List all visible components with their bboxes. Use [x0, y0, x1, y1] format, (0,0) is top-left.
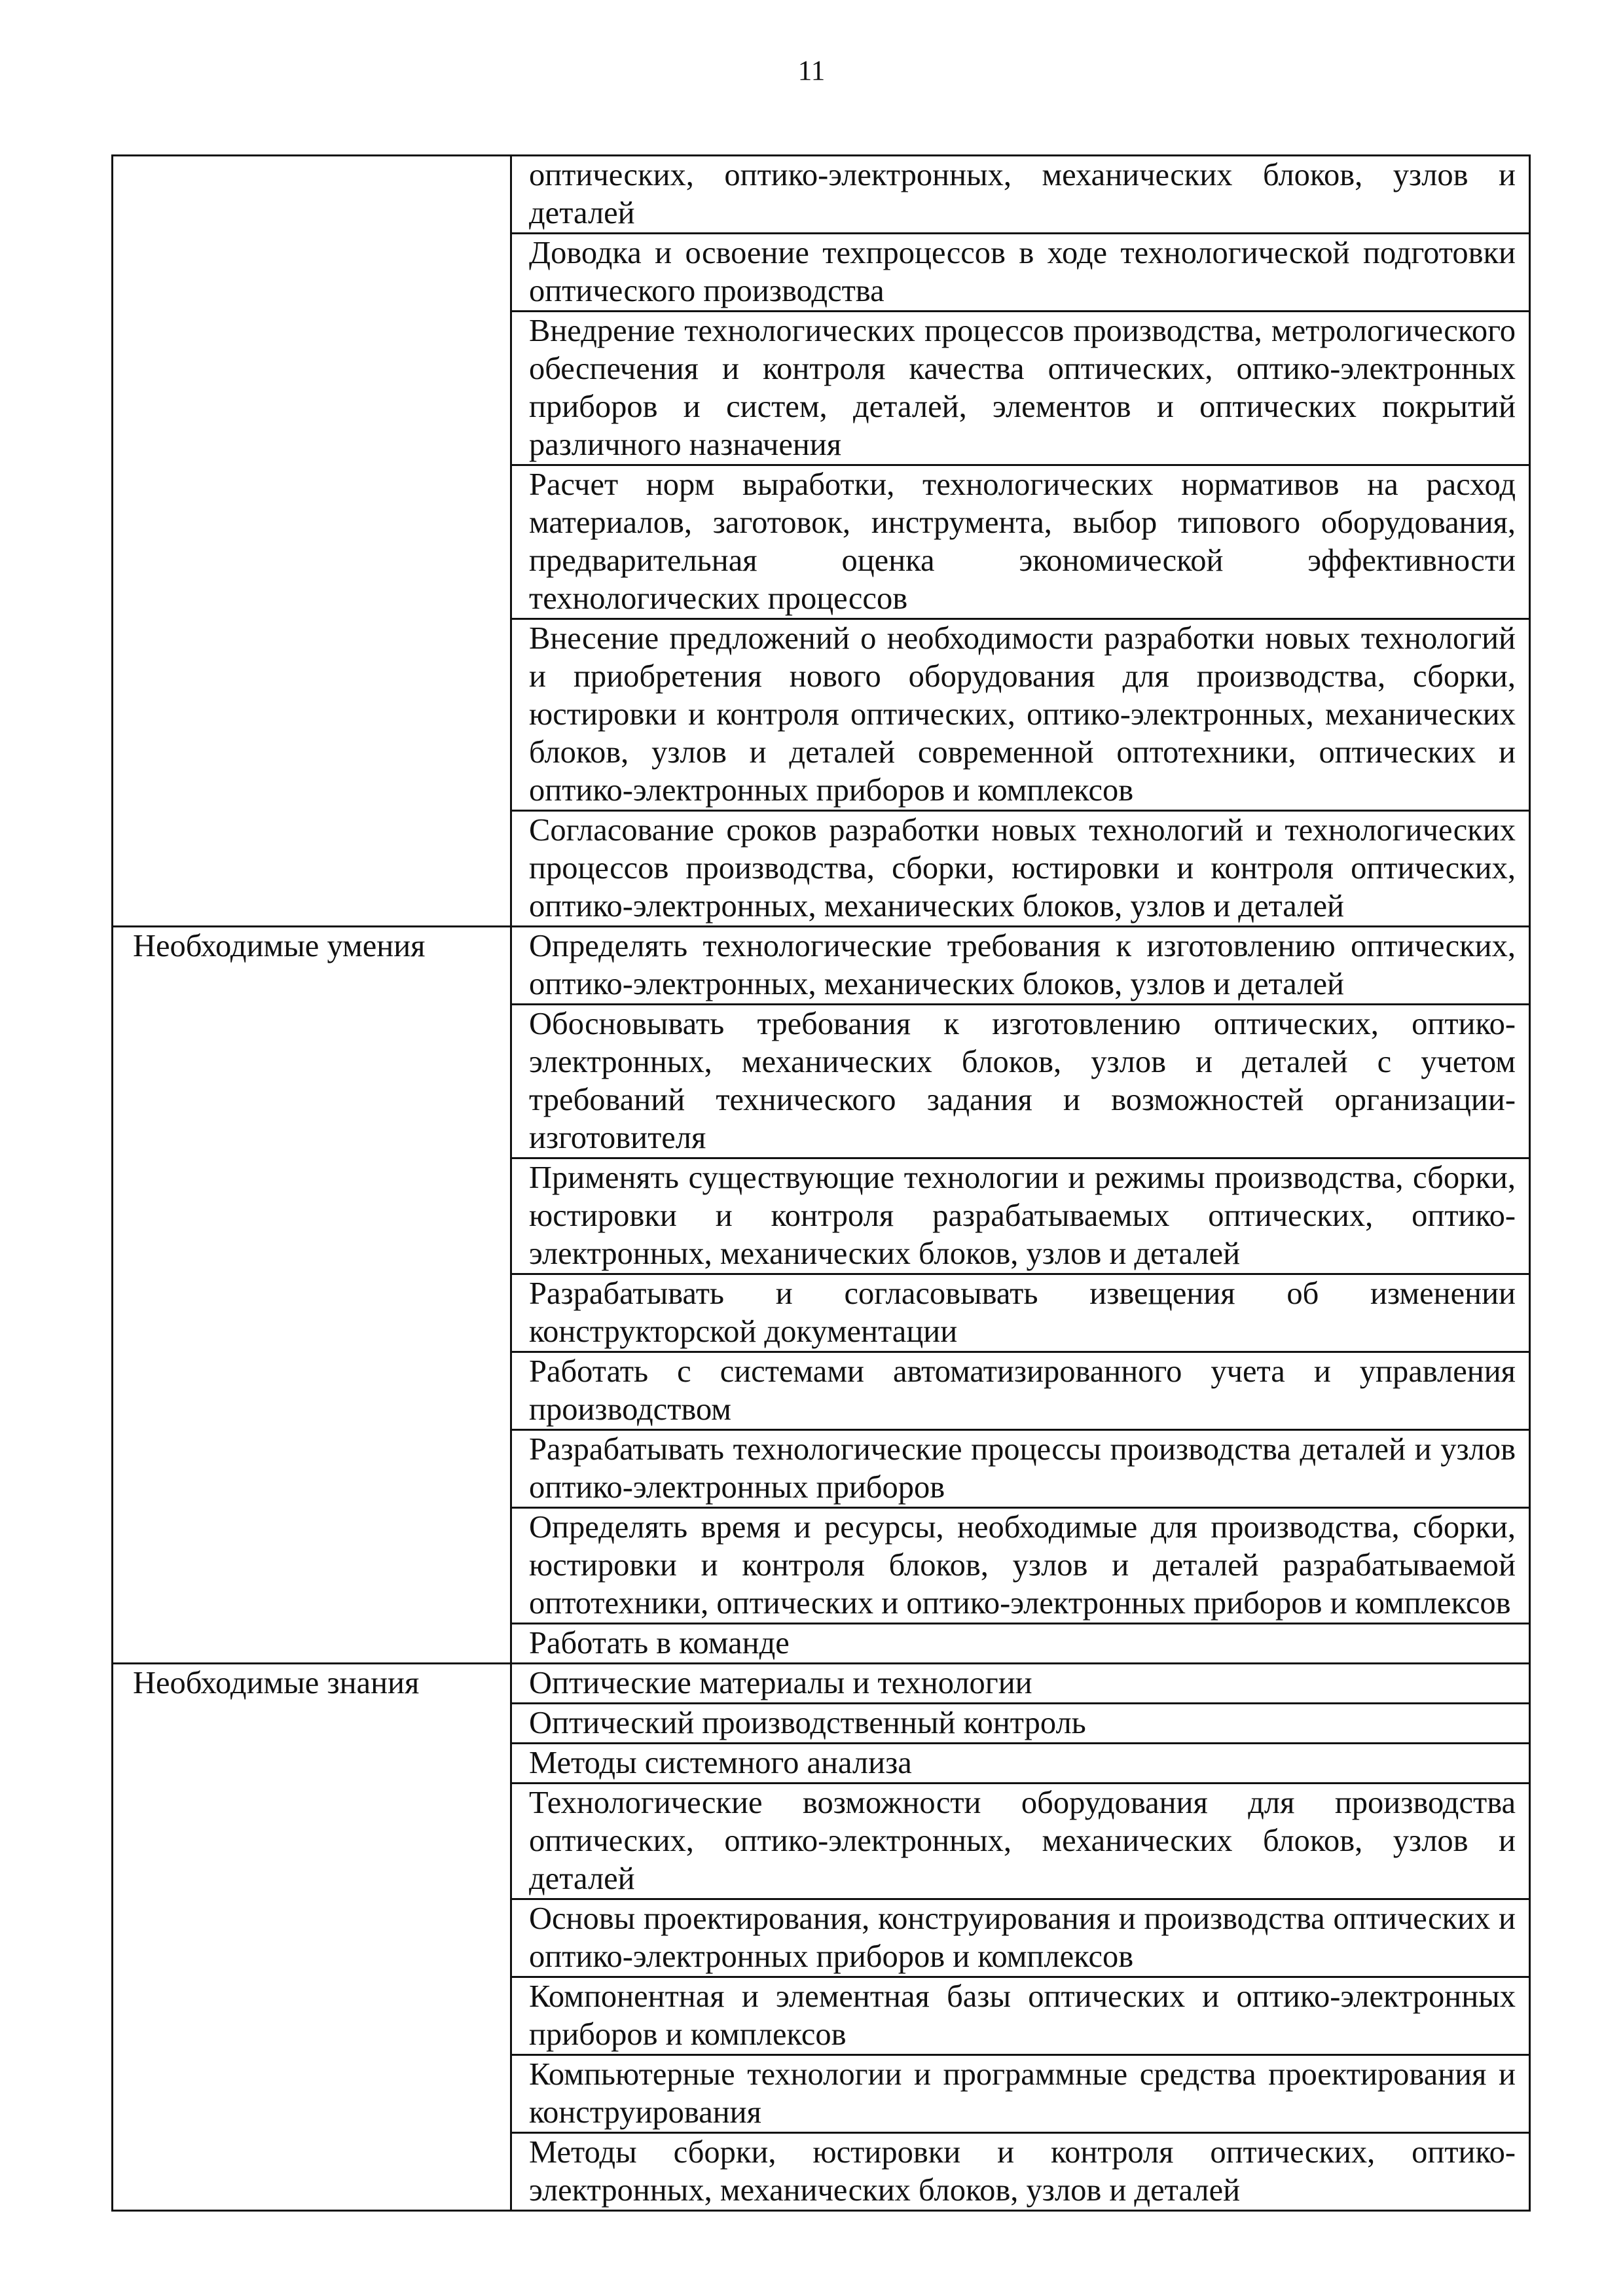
page-number: 11	[797, 56, 826, 86]
requirement-item: оптических, оптико-электронных, механических блоков, узлов и деталей	[511, 156, 1530, 234]
requirement-item: Разрабатывать и согласовывать извещения об изменении конструкторской документации	[511, 1274, 1530, 1352]
table-row	[113, 927, 1530, 1005]
requirement-item: Доводка и освоение техпроцессов в ходе технологической подготовки оптического производства	[511, 234, 1530, 312]
requirement-item: Технологические возможности оборудования для производства оптических, оптико-электронных, механических блоков, узлов и деталей	[511, 1784, 1530, 1899]
competency-table-body	[113, 156, 1530, 2211]
section-label	[113, 156, 511, 927]
requirement-item: Обосновывать требования к изготовлению оптических, оптико-электронных, механических блоков, узлов и деталей с учетом требований технического задания и возможностей организации-изготовителя	[511, 1005, 1530, 1158]
requirement-item: Определять технологические требования к изготовлению оптических, оптико-электронных, механических блоков, узлов и деталей	[511, 927, 1530, 1005]
requirement-item: Компонентная и элементная базы оптических и оптико-электронных приборов и комплексов	[511, 1977, 1530, 2055]
requirement-item: Методы сборки, юстировки и контроля оптических, оптико-электронных, механических блоков, узлов и деталей	[511, 2133, 1530, 2211]
requirement-item: Применять существующие технологии и режимы производства, сборки, юстировки и контроля разрабатываемых оптических, оптико-электронных, механических блоков, узлов и деталей	[511, 1158, 1530, 1274]
competency-table	[111, 154, 1531, 2212]
requirement-item: Методы системного анализа	[511, 1744, 1530, 1784]
requirement-item: Работать в команде	[511, 1624, 1530, 1664]
requirement-item: Разрабатывать технологические процессы производства деталей и узлов оптико-электронных приборов	[511, 1430, 1530, 1508]
table-row	[113, 1664, 1530, 1704]
section-label: Необходимые знания	[113, 1664, 511, 2211]
table-row	[113, 156, 1530, 234]
requirement-item: Определять время и ресурсы, необходимые для производства, сборки, юстировки и контроля блоков, узлов и деталей разрабатываемой оптотехники, оптических и оптико-электронных приборов и комплексов	[511, 1508, 1530, 1624]
requirement-item: Работать с системами автоматизированного учета и управления производством	[511, 1352, 1530, 1430]
requirement-item: Основы проектирования, конструирования и производства оптических и оптико-электронных приборов и комплексов	[511, 1899, 1530, 1977]
section-label: Необходимые умения	[113, 927, 511, 1664]
requirement-item: Расчет норм выработки, технологических нормативов на расход материалов, заготовок, инструмента, выбор типового оборудования, предварительная оценка экономической эффективности технологических процессов	[511, 465, 1530, 619]
requirement-item: Внесение предложений о необходимости разработки новых технологий и приобретения нового оборудования для производства, сборки, юстировки и контроля оптических, оптико-электронных, механических блоков, узлов и деталей современной оптотехники, оптических и оптико-электронных приборов и комплексов	[511, 619, 1530, 811]
requirement-item: Оптический производственный контроль	[511, 1704, 1530, 1744]
requirement-item: Компьютерные технологии и программные средства проектирования и конструирования	[511, 2055, 1530, 2133]
requirement-item: Оптические материалы и технологии	[511, 1664, 1530, 1704]
requirement-item: Внедрение технологических процессов производства, метрологического обеспечения и контроля качества оптических, оптико-электронных приборов и систем, деталей, элементов и оптических покрытий различного назначения	[511, 312, 1530, 465]
requirement-item: Согласование сроков разработки новых технологий и технологических процессов производства, сборки, юстировки и контроля оптических, оптико-электронных, механических блоков, узлов и деталей	[511, 811, 1530, 927]
